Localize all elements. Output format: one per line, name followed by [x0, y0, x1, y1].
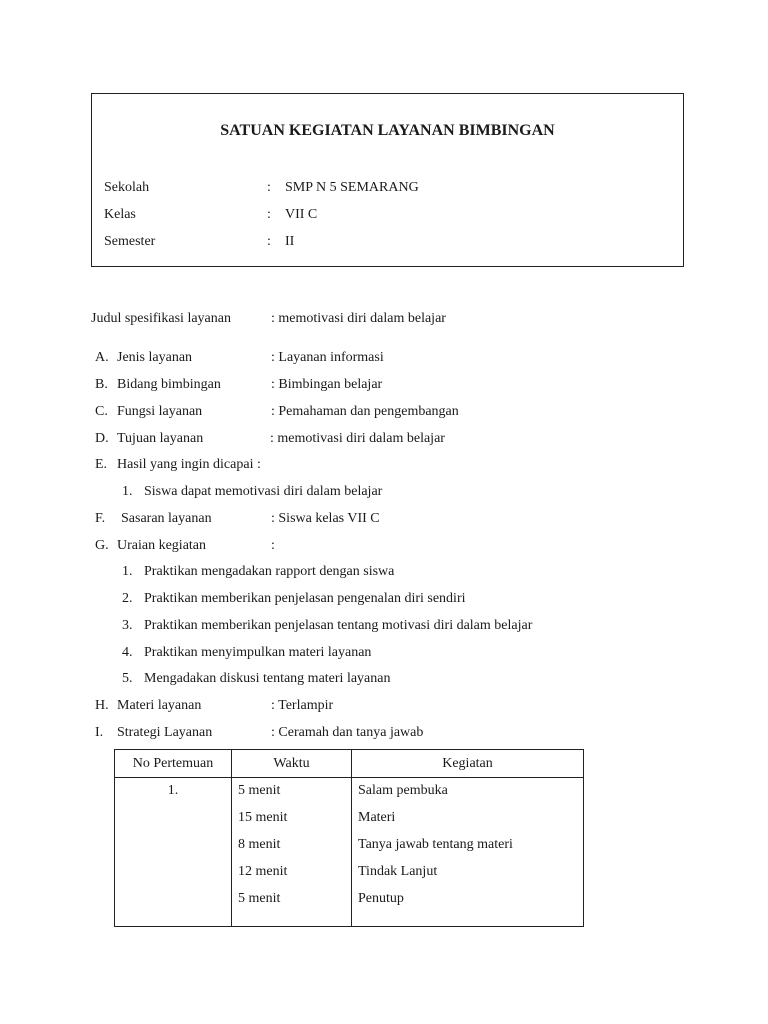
item-a-letter: A. — [95, 350, 109, 365]
uraian-item-text: Praktikan memberikan penjelasan pengenalan diri sendiri — [144, 591, 466, 606]
header-value-sekolah: SMP N 5 SEMARANG — [285, 180, 419, 195]
uraian-item-num: 5. — [122, 671, 133, 686]
header-label-semester: Semester — [104, 234, 156, 249]
item-b-value: : Bimbingan belajar — [271, 377, 383, 392]
header-label-sekolah: Sekolah — [104, 180, 150, 195]
judul-label: Judul spesifikasi layanan — [91, 311, 231, 326]
kegiatan-value: Penutup — [358, 891, 404, 906]
header-value-kelas: VII C — [285, 207, 318, 222]
item-e-letter: E. — [95, 457, 108, 472]
uraian-item-text: Mengadakan diskusi tentang materi layanan — [144, 671, 391, 686]
hasil-item-text: Siswa dapat memotivasi diri dalam belajar — [144, 484, 383, 499]
table-header-row — [115, 750, 584, 778]
item-g-value: : — [271, 538, 275, 553]
item-h-label: Materi layanan — [117, 698, 202, 713]
column-header-no-pertemuan: No Pertemuan — [115, 750, 232, 778]
table-row — [115, 778, 584, 927]
item-f-value: : Siswa kelas VII C — [271, 511, 380, 526]
waktu-value: 5 menit — [238, 783, 281, 798]
item-d-value: : memotivasi diri dalam belajar — [270, 431, 445, 446]
item-i-letter: I. — [95, 725, 104, 740]
item-g-label: Uraian kegiatan — [117, 538, 207, 553]
item-f-letter: F. — [95, 511, 106, 526]
item-g-letter: G. — [95, 538, 109, 553]
item-b-label: Bidang bimbingan — [117, 377, 221, 392]
no-pertemuan-cell — [115, 778, 232, 927]
item-i-value: : Ceramah dan tanya jawab — [271, 725, 424, 740]
uraian-item-num: 1. — [122, 564, 133, 579]
hasil-item-num: 1. — [122, 484, 133, 499]
uraian-item-text: Praktikan memberikan penjelasan tentang motivasi diri dalam belajar — [144, 618, 533, 633]
uraian-item-text: Praktikan menyimpulkan materi layanan — [144, 645, 372, 660]
item-d-label: Tujuan layanan — [117, 431, 204, 446]
item-a-label: Jenis layanan — [117, 350, 193, 365]
kegiatan-cell — [352, 778, 584, 927]
uraian-item-text: Praktikan mengadakan rapport dengan siswa — [144, 564, 395, 579]
kegiatan-value: Salam pembuka — [358, 783, 448, 798]
schedule-table — [114, 749, 584, 927]
item-f-label: Sasaran layanan — [121, 511, 212, 526]
uraian-item-num: 2. — [122, 591, 133, 606]
header-label-kelas: Kelas — [104, 207, 136, 222]
item-c-letter: C. — [95, 404, 108, 419]
item-h-letter: H. — [95, 698, 109, 713]
kegiatan-value: Tindak Lanjut — [358, 864, 438, 879]
header-colon-semester: : — [267, 234, 271, 249]
item-h-value: : Terlampir — [271, 698, 334, 713]
header-value-semester: II — [285, 234, 295, 249]
kegiatan-value: Materi — [358, 810, 396, 825]
waktu-cell — [232, 778, 352, 927]
waktu-value: 15 menit — [238, 810, 288, 825]
item-c-value: : Pemahaman dan pengembangan — [271, 404, 459, 419]
kegiatan-value: Tanya jawab tentang materi — [358, 837, 513, 852]
meeting-number: 1. — [167, 783, 179, 798]
header-colon-sekolah: : — [267, 180, 271, 195]
waktu-value: 5 menit — [238, 891, 281, 906]
uraian-item-num: 4. — [122, 645, 133, 660]
item-b-letter: B. — [95, 377, 108, 392]
item-e-label: Hasil yang ingin dicapai : — [117, 457, 261, 472]
item-i-label: Strategi Layanan — [117, 725, 213, 740]
waktu-value: 12 menit — [238, 864, 288, 879]
column-header-waktu: Waktu — [232, 750, 352, 778]
column-header-kegiatan: Kegiatan — [352, 750, 584, 778]
item-a-value: : Layanan informasi — [271, 350, 384, 365]
uraian-item-num: 3. — [122, 618, 133, 633]
item-c-label: Fungsi layanan — [117, 404, 203, 419]
judul-value: : memotivasi diri dalam belajar — [271, 311, 446, 326]
document-title: SATUAN KEGIATAN LAYANAN BIMBINGAN — [220, 122, 555, 139]
item-d-letter: D. — [95, 431, 109, 446]
header-colon-kelas: : — [267, 207, 271, 222]
waktu-value: 8 menit — [238, 837, 281, 852]
